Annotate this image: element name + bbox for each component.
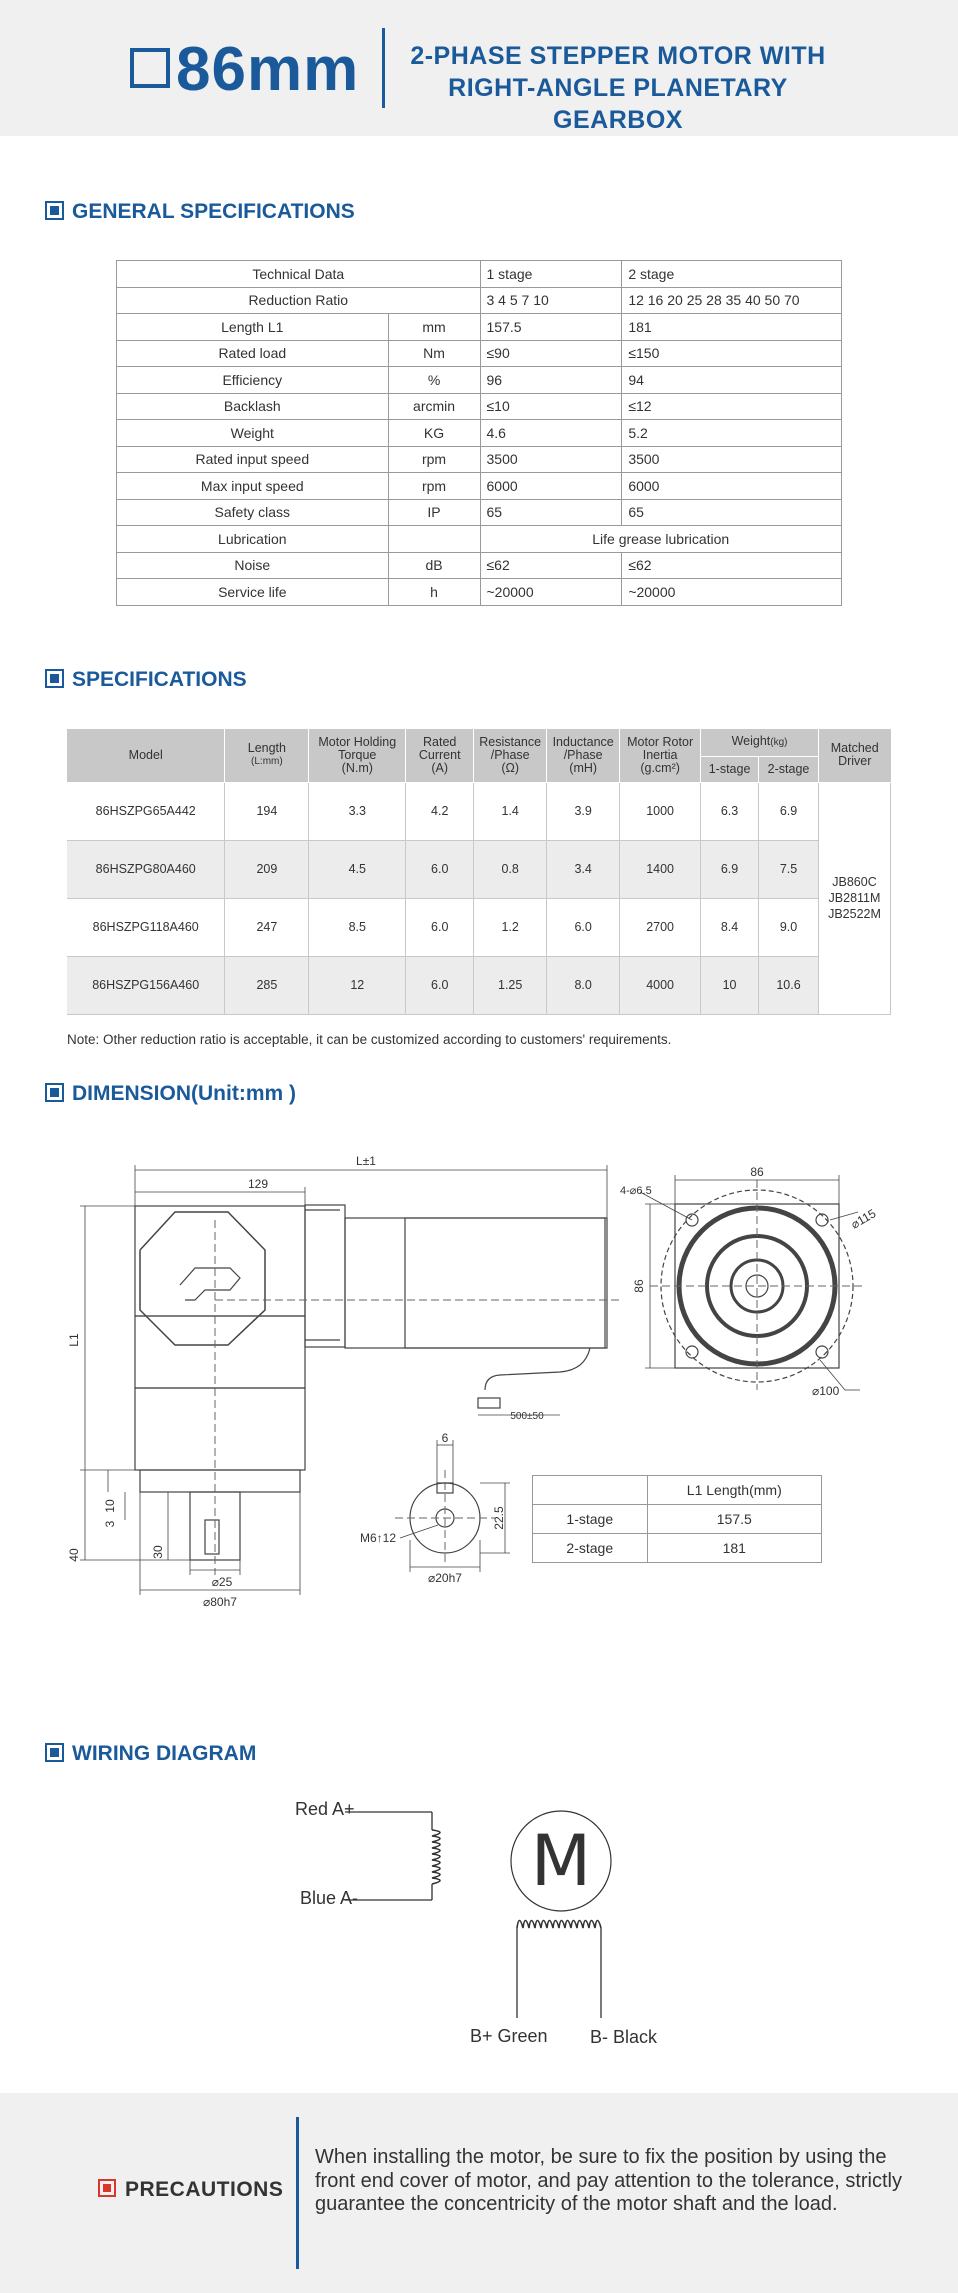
spec-unit: IP [388,499,480,526]
spec-value-1: ≤10 [480,393,622,420]
header-unit: (A) [431,760,449,775]
table-row [117,473,842,500]
col-resistance [474,729,547,782]
gearbox-body [135,1388,305,1470]
cell-weight-2: 6.9 [759,782,819,840]
dim-label-40: 40 [67,1548,81,1562]
cell-inductance: 3.4 [547,840,620,898]
precautions-text: When installing the motor, be sure to fix the position by using the front end cover of motor, and pay attention to the tolerance, strictly guarantee the concentricity of the motor shaft and the load. [315,2146,902,2215]
dim-label-l1: L1 [67,1333,81,1347]
dim-label-86-top: 86 [750,1165,764,1179]
spec-name: Service life [117,579,389,606]
cell-resistance: 1.4 [474,782,547,840]
header-divider [382,28,385,108]
dim-label-80: ⌀80h7 [203,1595,237,1609]
table-header-row [67,729,891,756]
spec-unit: % [388,367,480,394]
cable-connector [478,1398,500,1408]
table-row [117,287,842,314]
spec-unit: rpm [388,473,480,500]
spec-value-1: 1 stage [480,261,622,288]
precaution-square-icon [98,2179,116,2197]
spec-unit [388,526,480,553]
coil-a [432,1830,440,1884]
driver-name: JB860C [832,875,877,889]
spec-value-2: ~20000 [622,579,842,606]
cell-length: 285 [225,956,309,1014]
header-label: Matched Driver [830,741,879,769]
cell-resistance: 1.2 [474,898,547,956]
general-spec-table [116,260,842,606]
col-weight-stage2: 2-stage [759,756,819,782]
spec-name: Technical Data [117,261,481,288]
cell-current: 6.0 [406,898,474,956]
table-row [117,526,842,553]
wiring-diagram [0,1780,958,2030]
dim-label-holes: 4-⌀6.5 [620,1185,652,1197]
spec-value-1: ~20000 [480,579,622,606]
spec-name: Length L1 [117,314,389,341]
wire-green-label: B+ Green [470,2026,548,2046]
product-title [398,40,838,136]
cell-length-value: 181 [647,1534,821,1563]
cell-inertia: 1000 [620,782,701,840]
dim-label-25: ⌀25 [211,1575,233,1589]
col-current [406,729,474,782]
table-row [117,446,842,473]
header-label: Motor Rotor Inertia [627,734,694,762]
spec-unit: dB [388,552,480,579]
header-label: Weight [731,734,771,749]
cell-model: 86HSZPG156A460 [67,956,225,1014]
spec-name: Efficiency [117,367,389,394]
col-weight [701,729,819,756]
spec-name: Noise [117,552,389,579]
spec-name: Lubrication [117,526,389,553]
header-unit: (L:mm) [251,756,283,768]
spec-value-1: 157.5 [480,314,622,341]
spec-value-1: 4.6 [480,420,622,447]
section-title: WIRING DIAGRAM [72,1742,257,1765]
header-label: Rated Current [418,734,461,762]
dimension-heading [45,1081,296,1107]
col-length [225,729,309,782]
col-weight-stage1: 1-stage [701,756,759,782]
general-spec-heading [45,199,355,225]
section-square-icon [45,1083,64,1102]
spec-name: Weight [117,420,389,447]
spec-unit: rpm [388,446,480,473]
dim-label-l: L±1 [356,1154,376,1168]
spec-note: Note: Other reduction ratio is acceptable, it can be customized according to customers' requirements. [67,1032,672,1047]
header-label: Inductance /Phase [552,734,614,762]
spec-value-2: 5.2 [622,420,842,447]
square-icon [130,48,170,88]
cell-inductance: 6.0 [547,898,620,956]
header-unit: (g.cm²) [640,760,680,775]
cell-weight-2: 10.6 [759,956,819,1014]
spec-value-1: 65 [480,499,622,526]
spec-value-2: 181 [622,314,842,341]
gearbox-cover-detail [180,1268,240,1300]
dim-label-100: ⌀100 [812,1384,840,1398]
coil-b [517,1921,601,1929]
cell-length: 209 [225,840,309,898]
dim-label-30: 30 [151,1545,165,1559]
header-unit: (N.m) [341,760,373,775]
table-row [67,782,891,840]
header-unit: (kg) [770,737,788,749]
section-square-icon [45,669,64,688]
spec-heading [45,667,247,693]
cell-resistance: 0.8 [474,840,547,898]
spec-value-2: ≤62 [622,552,842,579]
dim-label-86-side: 86 [632,1279,646,1293]
spec-value-2: 94 [622,367,842,394]
cell-length-value: 157.5 [647,1505,821,1534]
wiring-heading [45,1741,256,1767]
spec-name: Rated input speed [117,446,389,473]
table-row [117,340,842,367]
spec-value-2: 3500 [622,446,842,473]
cell-stage: 1-stage [533,1505,648,1534]
spec-value-2: 12 16 20 25 28 35 40 50 70 [622,287,842,314]
col-model [67,729,225,782]
table-row [117,393,842,420]
spec-name: Backlash [117,393,389,420]
gearbox-mid [135,1316,305,1388]
cell-inertia: 1400 [620,840,701,898]
header-label: Model [128,747,163,762]
table-row [117,420,842,447]
cell-model: 86HSZPG65A442 [67,782,225,840]
cell-torque: 12 [309,956,406,1014]
wire-black-label: B- Black [590,2027,658,2047]
footer-divider [296,2117,299,2269]
cell-length: 194 [225,782,309,840]
header-label: Resistance /Phase [479,734,542,762]
cell-weight-1: 6.3 [701,782,759,840]
cell-current: 6.0 [406,956,474,1014]
cell-weight-2: 7.5 [759,840,819,898]
dim-label-20: ⌀20h7 [428,1571,462,1585]
spec-value-1: 6000 [480,473,622,500]
driver-name: JB2522M [828,907,881,921]
cell-stage: 2-stage [533,1534,648,1563]
spec-value-1: ≤62 [480,552,622,579]
table-row [117,552,842,579]
section-square-icon [45,201,64,220]
section-title: DIMENSION(Unit:mm ) [72,1082,296,1105]
spec-value-1: 3500 [480,446,622,473]
wire-red-label: Red A+ [295,1799,355,1819]
spec-value-1: 3 4 5 7 10 [480,287,622,314]
col-inductance [547,729,620,782]
section-title: GENERAL SPECIFICATIONS [72,200,355,223]
cell-inductance: 3.9 [547,782,620,840]
cell-current: 4.2 [406,782,474,840]
cell-inertia: 2700 [620,898,701,956]
length-table [532,1475,822,1563]
table-row [533,1476,822,1505]
motor-spec-table [67,729,891,1015]
cell-torque: 8.5 [309,898,406,956]
col-torque [309,729,406,782]
cell-torque: 4.5 [309,840,406,898]
spec-unit: Nm [388,340,480,367]
spec-unit: h [388,579,480,606]
cell-weight-2: 9.0 [759,898,819,956]
spec-value-1: 96 [480,367,622,394]
dim-label-thread: M6↑12 [360,1531,397,1545]
spec-unit: KG [388,420,480,447]
cell-weight-1: 10 [701,956,759,1014]
table-row [67,840,891,898]
spec-value-2: 65 [622,499,842,526]
gearbox-cover [140,1212,265,1345]
table-row [117,261,842,288]
spec-value-merged: Life grease lubrication [480,526,842,553]
dim-label-115: ⌀115 [848,1206,879,1232]
cell-resistance: 1.25 [474,956,547,1014]
header-unit: (Ω) [501,760,520,775]
table-row [117,579,842,606]
table-row [67,898,891,956]
cell-inductance: 8.0 [547,956,620,1014]
spec-name: Reduction Ratio [117,287,481,314]
section-square-icon [45,1743,64,1762]
title-line-2: RIGHT-ANGLE PLANETARY GEARBOX [448,74,788,134]
gearbox-flange [140,1470,300,1492]
spec-value-2: ≤12 [622,393,842,420]
spec-value-2: 2 stage [622,261,842,288]
cell-length: 247 [225,898,309,956]
dimension-drawing [0,1140,958,1700]
dim-label-6: 6 [441,1431,449,1445]
driver-name: JB2811M [828,891,881,905]
shaft-key [205,1520,219,1554]
header-unit: (mH) [569,760,598,775]
length-header: L1 Length(mm) [647,1476,821,1505]
wire-blue-label: Blue A- [300,1888,359,1908]
precautions-title: PRECAUTIONS [125,2178,284,2201]
table-row [67,956,891,1014]
spec-value-1: ≤90 [480,340,622,367]
precautions-heading [98,2178,283,2202]
spec-name: Rated load [117,340,389,367]
dim-label-22-5: 22.5 [492,1506,506,1530]
dim-label-cable: 500±50 [510,1411,544,1422]
header-label: Motor Holding Torque [318,734,397,762]
section-title: SPECIFICATIONS [72,668,247,691]
cell-model: 86HSZPG118A460 [67,898,225,956]
spec-name: Safety class [117,499,389,526]
col-driver [818,729,890,782]
header-banner [0,0,958,136]
cell-weight-1: 6.9 [701,840,759,898]
cell-current: 6.0 [406,840,474,898]
spec-unit: arcmin [388,393,480,420]
motor-cable [485,1348,590,1390]
cell-inertia: 4000 [620,956,701,1014]
cell-model: 86HSZPG80A460 [67,840,225,898]
spec-name: Max input speed [117,473,389,500]
table-row [533,1534,822,1563]
title-line-1: 2-PHASE STEPPER MOTOR WITH [410,42,826,70]
dim-label-129: 129 [247,1177,269,1191]
col-inertia [620,729,701,782]
adapter-plate [305,1205,345,1347]
cell-torque: 3.3 [309,782,406,840]
product-size [130,34,359,106]
spec-value-2: 6000 [622,473,842,500]
motor-fins [405,1218,605,1348]
table-row [117,499,842,526]
table-row [117,314,842,341]
motor-letter: M [530,1820,592,1902]
size-label: 86mm [176,35,360,104]
dim-label-10: 10 [103,1499,117,1513]
spec-value-2: ≤150 [622,340,842,367]
cell-driver [818,782,890,1014]
spec-unit: mm [388,314,480,341]
cell-empty [533,1476,648,1505]
motor-body [345,1218,607,1348]
cell-weight-1: 8.4 [701,898,759,956]
header-label: Length [247,741,286,756]
table-row [533,1505,822,1534]
dim-label-3: 3 [103,1520,117,1528]
table-row [117,367,842,394]
